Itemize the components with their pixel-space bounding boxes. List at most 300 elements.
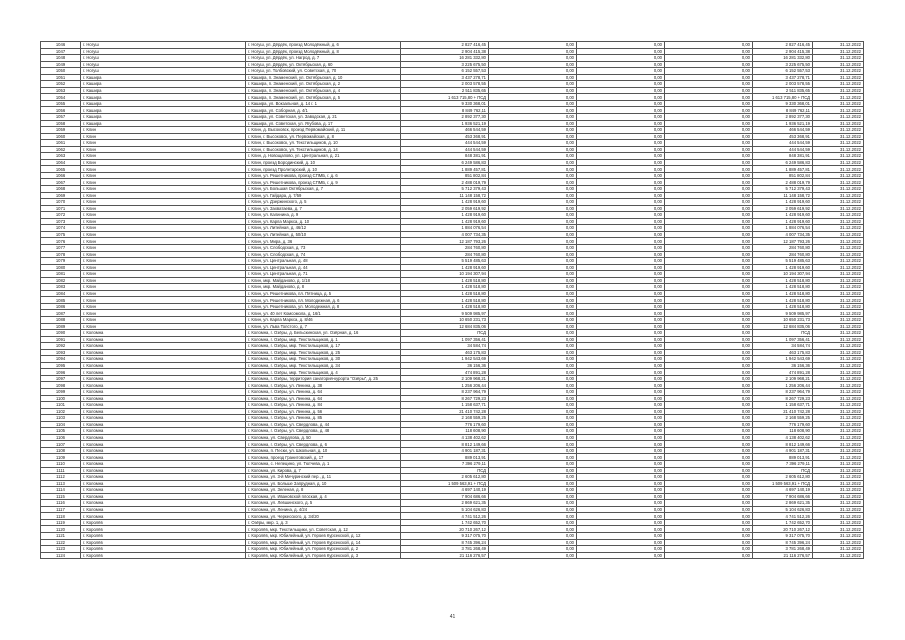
total-cost-cell: 2 827 416,45 [401, 42, 489, 49]
fund-cost-cell: 0,00 [489, 356, 577, 363]
address-cell: г. Клин, г. Высоковск, ул. Первомайская, д. 8 [246, 133, 401, 140]
owners-cost-cell: 5 712 379,43 [753, 186, 813, 193]
row-number-cell: 1100 [41, 395, 81, 402]
fund-cost-cell: 0,00 [489, 539, 577, 546]
fund-cost-cell: 0,00 [489, 402, 577, 409]
owners-cost-cell: 444 544,59 [753, 140, 813, 147]
fund-cost-cell: 0,00 [489, 42, 577, 49]
total-cost-cell: 3 781 268,49 [401, 546, 489, 553]
deadline-cell: 31.12.2022 [813, 474, 864, 481]
owners-cost-cell: 12 187 793,26 [753, 238, 813, 245]
address-cell: г. Королёв, мкр. Юбилейный, ул. Героев Курсекской, д. 2 [246, 546, 401, 553]
owners-cost-cell: 889 013,91 [753, 454, 813, 461]
address-cell: г. Клин, г. Высоковск, ул. Текстильщиков, д. 10 [246, 140, 401, 147]
owners-cost-cell: ПСД [753, 467, 813, 474]
owners-cost-cell: 284 760,80 [753, 244, 813, 251]
budget-cost-cell: 0,00 [577, 323, 665, 330]
deadline-cell: 31.12.2022 [813, 74, 864, 81]
row-number-cell: 1081 [41, 271, 81, 278]
owners-cost-cell: 1 884 076,54 [753, 225, 813, 232]
fund-cost-cell: 0,00 [489, 297, 577, 304]
total-cost-cell: 1 256 206,44 [401, 382, 489, 389]
row-number-cell: 1111 [41, 467, 81, 474]
row-number-cell: 1083 [41, 284, 81, 291]
municipality-cell: г. Ногуш [81, 42, 246, 49]
total-cost-cell: 4 007 734,35 [401, 231, 489, 238]
fund-cost-cell: 0,00 [489, 434, 577, 441]
municipality-cell: г. Королёв [81, 552, 246, 559]
fund-cost-cell: 0,00 [489, 120, 577, 127]
deadline-cell: 31.12.2022 [813, 395, 864, 402]
owners-cost-cell: 9 509 985,97 [753, 310, 813, 317]
fund-cost-cell: 0,00 [489, 441, 577, 448]
owners-cost-cell: 1 428 518,80 [753, 290, 813, 297]
other-cost-cell: 0,00 [665, 61, 753, 68]
other-cost-cell: 0,00 [665, 297, 753, 304]
owners-cost-cell: 10 194 307,94 [753, 271, 813, 278]
total-cost-cell: 453 368,91 [401, 133, 489, 140]
deadline-cell: 31.12.2022 [813, 225, 864, 232]
budget-cost-cell: 0,00 [577, 415, 665, 422]
municipality-cell: г. Клин [81, 153, 246, 160]
total-cost-cell: 284 760,80 [401, 251, 489, 258]
row-number-cell: 1101 [41, 402, 81, 409]
municipality-cell: г. Коломна [81, 428, 246, 435]
other-cost-cell: 0,00 [665, 356, 753, 363]
budget-cost-cell: 0,00 [577, 480, 665, 487]
total-cost-cell: 1 942 543,69 [401, 356, 489, 363]
municipality-cell: г. Клин [81, 284, 246, 291]
address-cell: г. Коломна, ул. 3-й Мичуринский пер., д. 11 [246, 474, 401, 481]
fund-cost-cell: 0,00 [489, 428, 577, 435]
municipality-cell: г. Клин [81, 271, 246, 278]
other-cost-cell: 0,00 [665, 467, 753, 474]
row-number-cell: 1085 [41, 297, 81, 304]
budget-cost-cell: 0,00 [577, 487, 665, 494]
register-table [40, 41, 864, 559]
other-cost-cell: 0,00 [665, 493, 753, 500]
owners-cost-cell: 3 225 675,50 [753, 61, 813, 68]
row-number-cell: 1077 [41, 244, 81, 251]
fund-cost-cell: 0,00 [489, 199, 577, 206]
other-cost-cell: 0,00 [665, 343, 753, 350]
deadline-cell: 31.12.2022 [813, 533, 864, 540]
owners-cost-cell: 7 904 686,66 [753, 493, 813, 500]
other-cost-cell: 0,00 [665, 172, 753, 179]
municipality-cell: г. Коломна [81, 395, 246, 402]
row-number-cell: 1091 [41, 336, 81, 343]
row-number-cell: 1069 [41, 192, 81, 199]
deadline-cell: 31.12.2022 [813, 107, 864, 114]
owners-cost-cell: 6 152 557,53 [753, 68, 813, 75]
row-number-cell: 1120 [41, 526, 81, 533]
budget-cost-cell: 0,00 [577, 546, 665, 553]
municipality-cell: г. Клин [81, 159, 246, 166]
municipality-cell: г. Клин [81, 166, 246, 173]
budget-cost-cell: 0,00 [577, 140, 665, 147]
address-cell: г. Кашира, п. Знаменский, ул. Октябрьская, д. 2 [246, 81, 401, 88]
deadline-cell: 31.12.2022 [813, 218, 864, 225]
municipality-cell: г. Коломна [81, 434, 246, 441]
other-cost-cell: 0,00 [665, 277, 753, 284]
owners-cost-cell: 474 891,28 [753, 369, 813, 376]
budget-cost-cell: 0,00 [577, 186, 665, 193]
owners-cost-cell: 2 109 968,21 [753, 375, 813, 382]
address-cell: г. Клин, ул. Захватаева, д. 7 [246, 205, 401, 212]
budget-cost-cell: 0,00 [577, 133, 665, 140]
row-number-cell: 1076 [41, 238, 81, 245]
page-number: 41 [449, 614, 456, 620]
address-cell: г. Коломна, ул. Левшинского, д. 5 [246, 500, 401, 507]
deadline-cell: 31.12.2022 [813, 192, 864, 199]
deadline-cell: 31.12.2022 [813, 402, 864, 409]
other-cost-cell: 0,00 [665, 552, 753, 559]
deadline-cell: 31.12.2022 [813, 114, 864, 121]
other-cost-cell: 0,00 [665, 500, 753, 507]
other-cost-cell: 0,00 [665, 284, 753, 291]
fund-cost-cell: 0,00 [489, 519, 577, 526]
row-number-cell: 1079 [41, 258, 81, 265]
owners-cost-cell: 1 158 637,71 [753, 402, 813, 409]
owners-cost-cell: 8 237 964,79 [753, 388, 813, 395]
address-cell: г. Коломна, г. Озёры, ул. Ленина, д. 64 [246, 395, 401, 402]
deadline-cell: 31.12.2022 [813, 513, 864, 520]
budget-cost-cell: 0,00 [577, 513, 665, 520]
other-cost-cell: 0,00 [665, 146, 753, 153]
total-cost-cell: 9 330 368,01 [401, 100, 489, 107]
address-cell: г. Клин, ул. Дзержинского, д. 5 [246, 199, 401, 206]
total-cost-cell: 3 225 675,50 [401, 61, 489, 68]
address-cell: г. Королёв, мкр. Юбилейный, ул. Героев Курсекской, д. 3 [246, 552, 401, 559]
municipality-cell: г. Кашира [81, 87, 246, 94]
owners-cost-cell: 21 116 276,57 [753, 552, 813, 559]
owners-cost-cell: 1 428 518,80 [753, 297, 813, 304]
municipality-cell: г. Ногуш [81, 68, 246, 75]
total-cost-cell: 444 544,59 [401, 146, 489, 153]
municipality-cell: г. Клин [81, 140, 246, 147]
row-number-cell: 1098 [41, 382, 81, 389]
deadline-cell: 31.12.2022 [813, 303, 864, 310]
register-table-container [40, 41, 863, 559]
municipality-cell: г. Кашира [81, 81, 246, 88]
total-cost-cell: 8 237 964,79 [401, 388, 489, 395]
budget-cost-cell: 0,00 [577, 74, 665, 81]
owners-cost-cell: 7 396 279,11 [753, 461, 813, 468]
row-number-cell: 1113 [41, 480, 81, 487]
budget-cost-cell: 0,00 [577, 179, 665, 186]
fund-cost-cell: 0,00 [489, 258, 577, 265]
municipality-cell: г. Коломна [81, 415, 246, 422]
address-cell: г. Коломна, г. Озёры, ул. Ленина, д. 84 [246, 402, 401, 409]
municipality-cell: г. Клин [81, 323, 246, 330]
budget-cost-cell: 0,00 [577, 218, 665, 225]
row-number-cell: 1075 [41, 231, 81, 238]
address-cell: г. Коломна, г. Озёры, мкр. Текстильщиков, д. 25 [246, 349, 401, 356]
deadline-cell: 31.12.2022 [813, 87, 864, 94]
total-cost-cell: 1 936 521,19 [401, 120, 489, 127]
address-cell: г. Коломна, ул. Зеленая, д. 8 [246, 487, 401, 494]
total-cost-cell: 34 584,74 [401, 343, 489, 350]
address-cell: г. Клин, ул. Большая Октябрьская, д. 7 [246, 186, 401, 193]
owners-cost-cell: 9 330 368,01 [753, 100, 813, 107]
fund-cost-cell: 0,00 [489, 87, 577, 94]
address-cell: г. Коломна, ул. Ленина, д. 4/24 [246, 506, 401, 513]
budget-cost-cell: 0,00 [577, 271, 665, 278]
owners-cost-cell: 1 428 518,80 [753, 284, 813, 291]
budget-cost-cell: 0,00 [577, 258, 665, 265]
municipality-cell: г. Клин [81, 258, 246, 265]
municipality-cell: г. Ногуш [81, 55, 246, 62]
total-cost-cell: 474 891,28 [401, 369, 489, 376]
other-cost-cell: 0,00 [665, 218, 753, 225]
row-number-cell: 1059 [41, 127, 81, 134]
owners-cost-cell: 4 007 734,35 [753, 231, 813, 238]
municipality-cell: г. Королёв [81, 533, 246, 540]
deadline-cell: 31.12.2022 [813, 546, 864, 553]
address-cell: г. Ногуш, ул. Дёрдёк, проезд Молодёжный, д. 6 [246, 42, 401, 49]
row-number-cell: 1049 [41, 61, 81, 68]
table-row [41, 552, 864, 559]
fund-cost-cell: 0,00 [489, 166, 577, 173]
row-number-cell: 1088 [41, 316, 81, 323]
row-number-cell: 1067 [41, 179, 81, 186]
deadline-cell: 31.12.2022 [813, 277, 864, 284]
municipality-cell: г. Клин [81, 231, 246, 238]
municipality-cell: г. Коломна [81, 461, 246, 468]
fund-cost-cell: 0,00 [489, 61, 577, 68]
budget-cost-cell: 0,00 [577, 290, 665, 297]
municipality-cell: г. Клин [81, 218, 246, 225]
fund-cost-cell: 0,00 [489, 81, 577, 88]
municipality-cell: г. Клин [81, 179, 246, 186]
other-cost-cell: 0,00 [665, 330, 753, 337]
fund-cost-cell: 0,00 [489, 48, 577, 55]
municipality-cell: г. Клин [81, 199, 246, 206]
municipality-cell: г. Коломна [81, 447, 246, 454]
fund-cost-cell: 0,00 [489, 244, 577, 251]
address-cell: г. Клин, г. Высоковск, ул. Текстильщиков, д. 14 [246, 146, 401, 153]
fund-cost-cell: 0,00 [489, 546, 577, 553]
budget-cost-cell: 0,00 [577, 212, 665, 219]
owners-cost-cell: 1 509 563,91 + ПСД [753, 480, 813, 487]
total-cost-cell: 7 904 686,66 [401, 493, 489, 500]
deadline-cell: 31.12.2022 [813, 434, 864, 441]
other-cost-cell: 0,00 [665, 120, 753, 127]
deadline-cell: 31.12.2022 [813, 251, 864, 258]
row-number-cell: 1123 [41, 546, 81, 553]
owners-cost-cell: 2 168 559,25 [753, 415, 813, 422]
owners-cost-cell: 1 097 356,41 [753, 336, 813, 343]
budget-cost-cell: 0,00 [577, 539, 665, 546]
address-cell: г. Коломна, г. Озёры, мкр. Текстильщиков, д. 4 [246, 369, 401, 376]
municipality-cell: г. Клин [81, 172, 246, 179]
owners-cost-cell: 2 511 835,65 [753, 87, 813, 94]
address-cell: г. Ногуш, ул. Дёрдёк, проезд Молодёжный, д. 8 [246, 48, 401, 55]
municipality-cell: г. Королёв [81, 519, 246, 526]
municipality-cell: г. Клин [81, 238, 246, 245]
other-cost-cell: 0,00 [665, 375, 753, 382]
owners-cost-cell: 20 710 267,12 [753, 526, 813, 533]
row-number-cell: 1068 [41, 186, 81, 193]
address-cell: г. Коломна, ул. Больше Запрудная, д. 10 [246, 480, 401, 487]
address-cell: г. Коломна, г. Озёры, д. Бельскинская, ул. Озёрная, д. 16 [246, 330, 401, 337]
owners-cost-cell: 444 544,59 [753, 146, 813, 153]
owners-cost-cell: 1 428 919,60 [753, 199, 813, 206]
total-cost-cell: 21 116 276,57 [401, 552, 489, 559]
deadline-cell: 31.12.2022 [813, 140, 864, 147]
address-cell: г. Клин, ул. Карла Маркса, д. 8/46 [246, 316, 401, 323]
deadline-cell: 31.12.2022 [813, 244, 864, 251]
budget-cost-cell: 0,00 [577, 68, 665, 75]
row-number-cell: 1110 [41, 461, 81, 468]
deadline-cell: 31.12.2022 [813, 336, 864, 343]
row-number-cell: 1057 [41, 114, 81, 121]
owners-cost-cell: 4 901 187,31 [753, 447, 813, 454]
budget-cost-cell: 0,00 [577, 251, 665, 258]
address-cell: г. Клин, ул. Решетникова, пл. Молодежная, д. 6 [246, 297, 401, 304]
total-cost-cell: 118 608,90 [401, 428, 489, 435]
deadline-cell: 31.12.2022 [813, 199, 864, 206]
fund-cost-cell: 0,00 [489, 323, 577, 330]
address-cell: г. Клин, мкр. Майданово, д. 8 [246, 284, 401, 291]
other-cost-cell: 0,00 [665, 133, 753, 140]
row-number-cell: 1046 [41, 42, 81, 49]
row-number-cell: 1106 [41, 434, 81, 441]
fund-cost-cell: 0,00 [489, 264, 577, 271]
municipality-cell: г. Клин [81, 186, 246, 193]
owners-cost-cell: ПСД [753, 330, 813, 337]
row-number-cell: 1080 [41, 264, 81, 271]
budget-cost-cell: 0,00 [577, 461, 665, 468]
fund-cost-cell: 0,00 [489, 421, 577, 428]
row-number-cell: 1109 [41, 454, 81, 461]
address-cell: г. Клин, д. Высоковск, проезд Первомайский, д. 11 [246, 127, 401, 134]
row-number-cell: 1096 [41, 369, 81, 376]
owners-cost-cell: 8 267 729,23 [753, 395, 813, 402]
address-cell: г. Коломна, г. Озёры, ул. Свердлова, д. 44 [246, 421, 401, 428]
municipality-cell: г. Коломна [81, 506, 246, 513]
row-number-cell: 1103 [41, 415, 81, 422]
total-cost-cell: 1 428 518,80 [401, 303, 489, 310]
total-cost-cell: 5 712 379,43 [401, 186, 489, 193]
total-cost-cell: 2 904 415,38 [401, 48, 489, 55]
address-cell: г. Королёв, мкр. Юбилейный, ул. Героев Курсекской, д. 14 [246, 539, 401, 546]
row-number-cell: 1105 [41, 428, 81, 435]
budget-cost-cell: 0,00 [577, 172, 665, 179]
fund-cost-cell: 0,00 [489, 284, 577, 291]
total-cost-cell: 1 884 076,54 [401, 225, 489, 232]
address-cell: г. Коломна, г. Озёры, мкр. Текстильщиков, д. 30 [246, 356, 401, 363]
other-cost-cell: 0,00 [665, 474, 753, 481]
fund-cost-cell: 0,00 [489, 140, 577, 147]
municipality-cell: г. Королёв [81, 539, 246, 546]
budget-cost-cell: 0,00 [577, 474, 665, 481]
fund-cost-cell: 0,00 [489, 388, 577, 395]
fund-cost-cell: 0,00 [489, 336, 577, 343]
budget-cost-cell: 0,00 [577, 349, 665, 356]
other-cost-cell: 0,00 [665, 159, 753, 166]
owners-cost-cell: 1 613 715,80 + ПСД [753, 94, 813, 101]
municipality-cell: г. Королёв [81, 546, 246, 553]
deadline-cell: 31.12.2022 [813, 81, 864, 88]
municipality-cell: г. Коломна [81, 454, 246, 461]
other-cost-cell: 0,00 [665, 434, 753, 441]
other-cost-cell: 0,00 [665, 402, 753, 409]
total-cost-cell: 463 175,83 [401, 349, 489, 356]
owners-cost-cell: 2 059 619,92 [753, 205, 813, 212]
fund-cost-cell: 0,00 [489, 225, 577, 232]
fund-cost-cell: 0,00 [489, 218, 577, 225]
other-cost-cell: 0,00 [665, 454, 753, 461]
row-number-cell: 1124 [41, 552, 81, 559]
owners-cost-cell: 1 942 543,69 [753, 356, 813, 363]
fund-cost-cell: 0,00 [489, 251, 577, 258]
owners-cost-cell: 1 428 919,60 [753, 212, 813, 219]
total-cost-cell: 11 148 158,72 [401, 192, 489, 199]
total-cost-cell: ПСД [401, 467, 489, 474]
row-number-cell: 1112 [41, 474, 81, 481]
total-cost-cell: 1 509 563,91 + ПСД [401, 480, 489, 487]
deadline-cell: 31.12.2022 [813, 186, 864, 193]
owners-cost-cell: 34 584,74 [753, 343, 813, 350]
fund-cost-cell: 0,00 [489, 343, 577, 350]
row-number-cell: 1117 [41, 506, 81, 513]
fund-cost-cell: 0,00 [489, 474, 577, 481]
fund-cost-cell: 0,00 [489, 369, 577, 376]
address-cell: г. Коломна, ул. Черкесского, д. 34/20 [246, 513, 401, 520]
address-cell: г. Кашира, ул. Соборная, д. 4/1 [246, 107, 401, 114]
budget-cost-cell: 0,00 [577, 120, 665, 127]
municipality-cell: г. Кашира [81, 114, 246, 121]
owners-cost-cell: 5 104 626,83 [753, 506, 813, 513]
other-cost-cell: 0,00 [665, 140, 753, 147]
municipality-cell: г. Клин [81, 303, 246, 310]
address-cell: г. Клин, ул. Слободская, д. 74 [246, 251, 401, 258]
total-cost-cell: 1 428 518,80 [401, 277, 489, 284]
fund-cost-cell: 0,00 [489, 290, 577, 297]
other-cost-cell: 0,00 [665, 388, 753, 395]
other-cost-cell: 0,00 [665, 415, 753, 422]
other-cost-cell: 0,00 [665, 244, 753, 251]
municipality-cell: г. Коломна [81, 330, 246, 337]
address-cell: г. Клин, ул. Литейная, д. 46/12 [246, 225, 401, 232]
other-cost-cell: 0,00 [665, 94, 753, 101]
other-cost-cell: 0,00 [665, 55, 753, 62]
address-cell: г. Клин, ул. Льва Толстого, д. 7 [246, 323, 401, 330]
total-cost-cell: 284 760,80 [401, 244, 489, 251]
budget-cost-cell: 0,00 [577, 87, 665, 94]
municipality-cell: г. Кашира [81, 74, 246, 81]
row-number-cell: 1108 [41, 447, 81, 454]
other-cost-cell: 0,00 [665, 87, 753, 94]
deadline-cell: 31.12.2022 [813, 61, 864, 68]
address-cell: г. Клин, ул. Слободская, д. 73 [246, 244, 401, 251]
deadline-cell: 31.12.2022 [813, 323, 864, 330]
budget-cost-cell: 0,00 [577, 526, 665, 533]
owners-cost-cell: 3 781 268,49 [753, 546, 813, 553]
deadline-cell: 31.12.2022 [813, 500, 864, 507]
other-cost-cell: 0,00 [665, 395, 753, 402]
deadline-cell: 31.12.2022 [813, 356, 864, 363]
fund-cost-cell: 0,00 [489, 68, 577, 75]
owners-cost-cell: 8 849 762,11 [753, 107, 813, 114]
fund-cost-cell: 0,00 [489, 447, 577, 454]
fund-cost-cell: 0,00 [489, 107, 577, 114]
budget-cost-cell: 0,00 [577, 369, 665, 376]
fund-cost-cell: 0,00 [489, 382, 577, 389]
total-cost-cell: 10 650 231,73 [401, 316, 489, 323]
address-cell: г. Коломна, г. Озёры, ул. Ленина, д. 56 [246, 408, 401, 415]
